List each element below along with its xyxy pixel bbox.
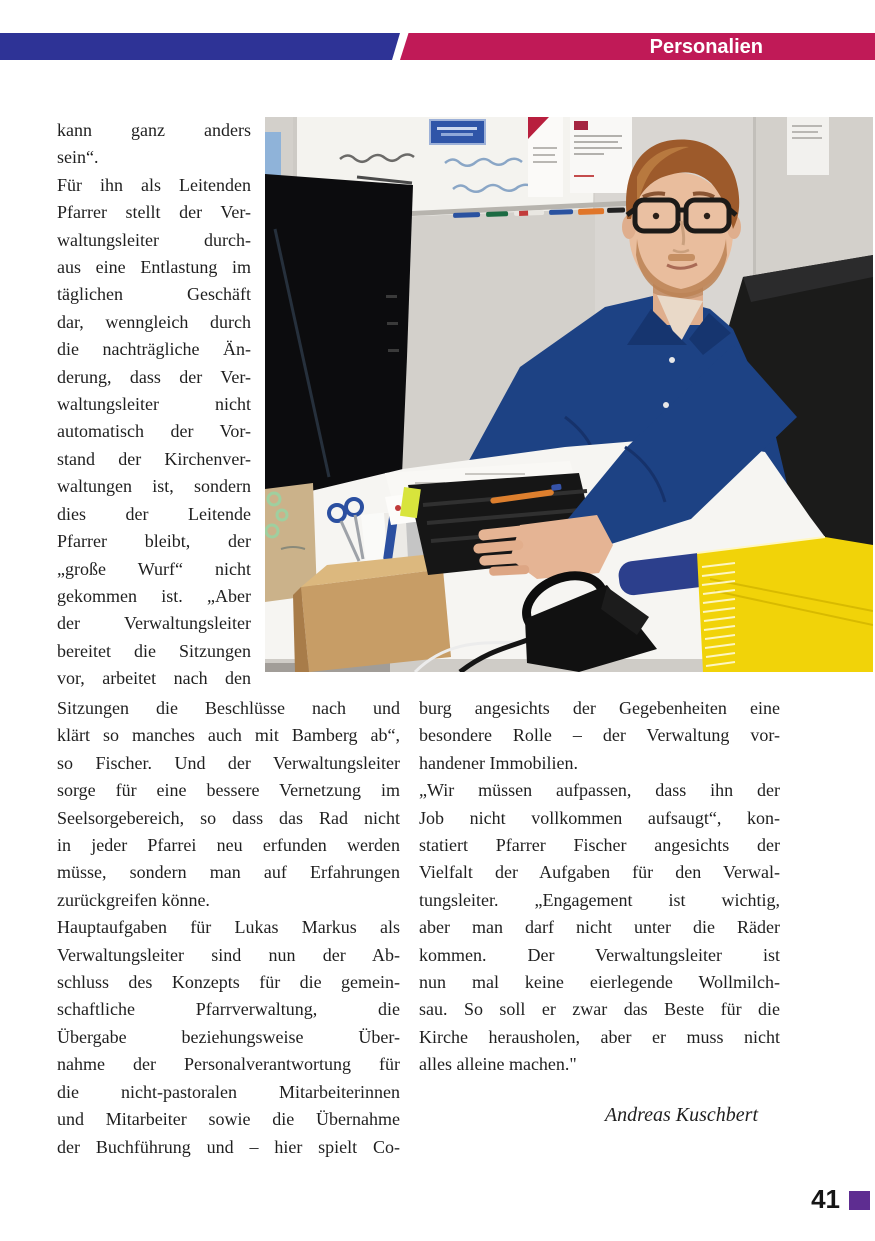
- right-column: [419, 695, 780, 1079]
- yellow-folder: [697, 537, 873, 672]
- blue-sign: [430, 120, 485, 144]
- text-line: „Wir müssen aufpassen, dass ihn der: [419, 780, 780, 801]
- text-line: dies der Leitende: [57, 503, 251, 524]
- text-line: alles alleine machen.": [419, 1054, 577, 1075]
- text-line: in jeder Pfarrei neu erfunden werden: [57, 835, 400, 856]
- header-magenta-segment: [400, 33, 875, 60]
- text-line: dar, wenngleich durch: [57, 311, 251, 332]
- text-line: Seelsorgebereich, so dass das Rad nicht: [57, 807, 400, 828]
- text-line: handener Immobilien.: [419, 752, 578, 773]
- text-line: derung, dass der Ver-: [57, 366, 251, 387]
- text-line: zurückgreifen könne.: [57, 889, 210, 910]
- text-line: kommen. Der Verwaltungsleiter ist: [419, 944, 780, 965]
- text-line: Sitzungen die Beschlüsse nach und: [57, 698, 400, 718]
- text-line: burg angesichts der Gegebenheiten eine: [419, 698, 780, 718]
- page-number: 41: [811, 1184, 840, 1214]
- text-line: nun mal keine eierlegende Wollmilch-: [419, 972, 780, 993]
- text-line: sorge für eine bessere Vernetzung im: [57, 780, 400, 801]
- text-line: waltungsleiter durch-: [57, 229, 251, 250]
- monitor-back: [265, 174, 413, 512]
- footer-accent-square: [849, 1191, 870, 1210]
- pinned-paper-3: [787, 117, 829, 175]
- text-line: und Mitarbeiter sowie die Übernahme: [57, 1109, 400, 1130]
- text-line: Vielfalt der Aufgaben für den Verwal-: [419, 862, 780, 883]
- text-line: täglichen Geschäft: [57, 284, 251, 305]
- text-line: waltungsleiter nicht: [57, 394, 251, 415]
- author-signature: Andreas Kuschbert: [604, 1104, 758, 1126]
- text-line: die nicht-pastoralen Mitarbeiterinnen: [57, 1081, 400, 1102]
- text-line: gekommen ist. „Aber: [57, 585, 251, 606]
- text-line: Job nicht vollkommen aufsaugt“, kon-: [419, 807, 780, 828]
- text-line: besondere Rolle – der Verwaltung vor-: [419, 725, 780, 746]
- text-line: „große Wurf“ nicht: [57, 558, 251, 579]
- text-line: aber man darf nicht unter die Räder: [419, 917, 780, 938]
- text-line: Kirche herausholen, aber er muss nicht: [419, 1026, 780, 1047]
- section-title: Personalien: [649, 36, 763, 58]
- text-line: der Buchführung und – hier spielt Co-: [57, 1136, 400, 1157]
- text-line: Pfarrer stellt der Ver-: [57, 202, 251, 223]
- text-line: Übergabe beziehungsweise Über-: [57, 1026, 400, 1047]
- left-column-wide: [57, 695, 400, 1161]
- text-line: so Fischer. Und der Verwaltungsleiter: [57, 752, 400, 773]
- text-line: automatisch der Vor-: [57, 421, 251, 442]
- text-line: stand der Kirchenver-: [57, 448, 251, 469]
- text-line: Für ihn als Leitenden: [57, 174, 251, 195]
- text-line: waltungen ist, sondern: [57, 476, 251, 497]
- header-band: [0, 33, 875, 60]
- text-line: Pfarrer bleibt, der: [57, 531, 251, 552]
- pinned-paper-2: [570, 117, 632, 193]
- text-line: Hauptaufgaben für Lukas Markus als: [57, 917, 400, 938]
- left-column-narrow: [57, 117, 251, 693]
- text-line: schaftliche Pfarrverwaltung, die: [57, 999, 400, 1020]
- text-line: nahme der Personalverantwortung für: [57, 1054, 400, 1075]
- text-line: schluss des Konzepts für die gemein-: [57, 972, 400, 993]
- text-line: Verwaltungsleiter sind nun der Ab-: [57, 944, 400, 965]
- text-line: vor, arbeitet nach den: [57, 668, 251, 689]
- article-photo: [265, 117, 873, 672]
- text-line: müsse, sondern man auf Erfahrungen: [57, 862, 400, 883]
- header-blue-segment: [0, 33, 400, 60]
- text-line: statiert Pfarrer Fischer angesichts der: [419, 835, 780, 856]
- pinned-paper-1: [528, 117, 563, 197]
- text-line: sau. So soll er zwar das Beste für die: [419, 999, 780, 1020]
- text-line: die nachträgliche Än-: [57, 339, 251, 360]
- text-line: kann ganz anders: [57, 120, 251, 140]
- text-line: sein“.: [57, 147, 99, 168]
- text-line: klärt so manches auch mit Bamberg ab“,: [57, 725, 400, 746]
- text-line: der Verwaltungsleiter: [57, 613, 251, 634]
- text-line: bereitet die Sitzungen: [57, 640, 251, 661]
- text-line: aus eine Entlastung im: [57, 257, 251, 278]
- text-line: tungsleiter. „Engagement ist wichtig,: [419, 889, 780, 910]
